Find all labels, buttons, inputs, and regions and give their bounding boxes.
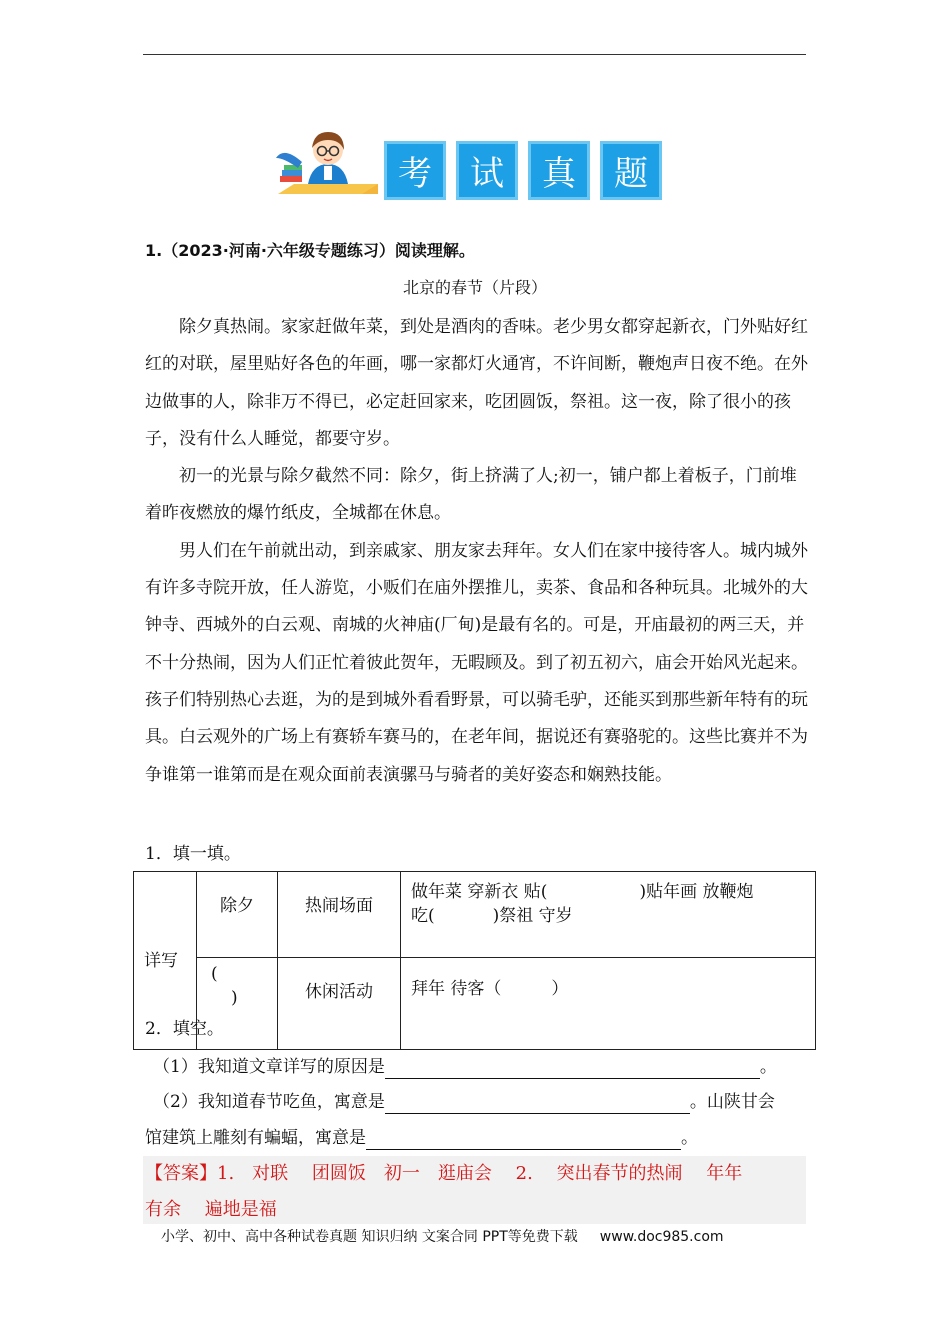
blank-line-1: （1）我知道文章详写的原因是 。 [153,1057,777,1077]
banner-tile: 题 [600,141,662,200]
passage-paragraph: 除夕真热闹。家家赶做年菜，到处是酒肉的香味。老少男女都穿起新衣，门外贴好红红的对联，屋里贴好各色的年画，哪一家都灯火通宵，不许间断，鞭炮声日夜不绝。在外边做事的人，除非万不得已，必定赶回家来，吃团圆饭，祭祖。这一夜，除了很小的孩子，没有什么人睡觉，都要守岁。 [145,317,808,449]
passage-paragraph: 男人们在午前就出动，到亲戚家、朋友家去拜年。女人们在家中接待客人。城内城外有许多寺院开放，任人游览，小贩们在庙外摆推儿，卖茶、食品和各种玩具。北城外的大钟寺、西城外的白云观、南城的火神庙(厂甸)是最有名的。可是，开庙最初的两三天，并不十分热闹，因为人们正忙着彼此贺年，无暇顾及。到了初五初六，庙会开始风光起来。孩子们特别热心去逛，为的是到城外看看野景，可以骑毛驴，还能买到那些新年特有的玩具。白云观外的广场上有赛轿车赛马的，在老年间，据说还有赛骆驼的。这些比赛并不为争谁第一谁第而是在观众面前表演骡马与骑者的美好姿态和娴熟技能。 [145,540,808,785]
answer-line: 有余 遍地是福 [145,1199,277,1220]
item-cell: 除夕 [197,872,278,958]
item-cell-blank[interactable]: ( ) [197,958,278,1050]
content-cell: 拜年 待客（ ） [401,958,816,1050]
answer-box [143,1156,806,1224]
answer-line: 1. 对联 团圆饭 初一 逛庙会 2. 突出春节的热闹 年年 [217,1163,743,1184]
blank-line-3: 馆建筑上雕刻有蝙蝠，寓意是 。 [145,1128,698,1148]
detail-label: 详写 [134,872,197,1050]
passage [145,309,810,794]
banner-tile: 试 [456,141,518,200]
blank-line-2: （2）我知道春节吃鱼，寓意是 。山陕甘会 [153,1092,775,1112]
category-cell: 休闲活动 [278,958,401,1050]
category-cell: 热闹场面 [278,872,401,958]
question-title: 1.（2023·河南·六年级专题练习）阅读理解。 [145,241,475,260]
footer-text: 小学、初中、高中各种试卷真题 知识归纳 文案合同 PPT等免费下载 [161,1229,578,1245]
banner-tile: 考 [384,141,446,200]
content-cell: 做年菜 穿新衣 贴( )贴年画 放鞭炮 吃( )祭祖 守岁 [401,872,816,958]
footer-site-link[interactable]: www.doc985.com [599,1229,724,1245]
answer-underline[interactable] [385,1058,760,1079]
footer [161,1226,724,1246]
banner-tile: 真 [528,141,590,200]
answer-tag: 【答案】 [145,1163,217,1184]
article-title: 北京的春节（片段） [402,278,547,297]
passage-paragraph: 初一的光景与除夕截然不同：除夕，街上挤满了人;初一，铺户都上着板子，门前堆着昨夜燃放的爆竹纸皮，全城都在休息。 [145,466,797,524]
answer-underline[interactable] [385,1093,690,1114]
exam-banner [272,128,672,204]
answer-underline[interactable] [366,1129,681,1150]
student-mascot-icon [272,128,380,200]
header-rule [143,54,806,55]
fill-section-title: 1．填一填。 [145,844,241,864]
blank-section-title: 2．填空。 [145,1019,224,1039]
fill-table [133,871,816,1050]
